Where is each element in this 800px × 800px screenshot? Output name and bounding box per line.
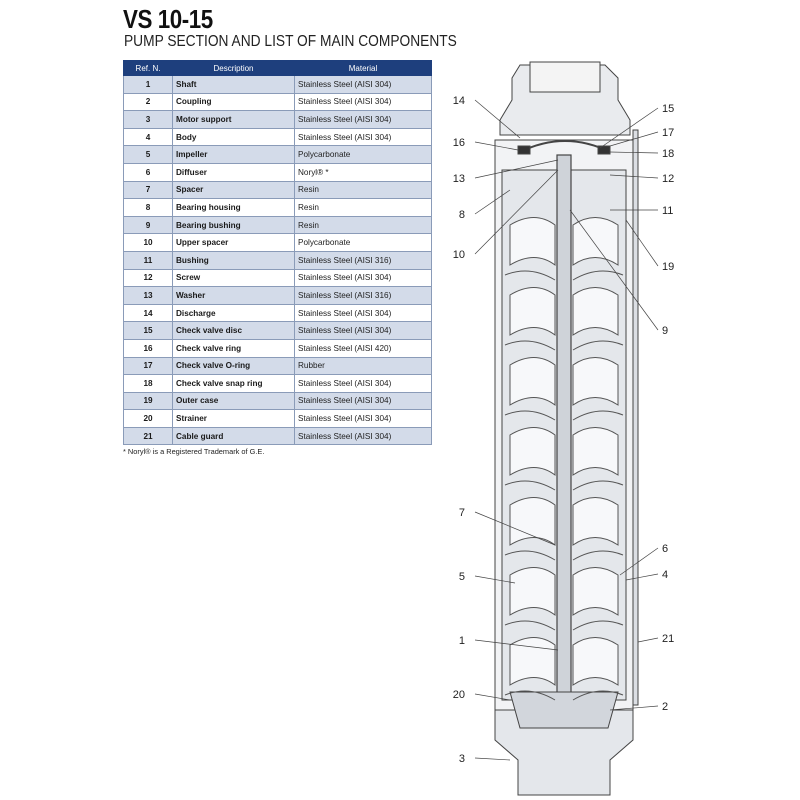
cell-material: Resin <box>295 199 432 217</box>
cell-material: Stainless Steel (AISI 316) <box>295 251 432 269</box>
header-description: Description <box>173 61 295 76</box>
footnote: * Noryl® is a Registered Trademark of G.E. <box>123 447 265 456</box>
table-row <box>124 392 432 410</box>
page-title: VS 10-15 <box>123 4 213 34</box>
callout-label: 1 <box>458 635 465 647</box>
table-row <box>124 163 432 181</box>
cell-description: Bearing bushing <box>173 216 295 234</box>
table-row <box>124 146 432 164</box>
cell-description: Check valve O-ring <box>173 357 295 375</box>
check-valve-ring-right <box>598 146 610 154</box>
pump-drawing <box>495 62 638 795</box>
cell-description: Discharge <box>173 304 295 322</box>
cell-description: Cable guard <box>173 427 295 445</box>
cell-material: Polycarbonate <box>295 146 432 164</box>
callout-label: 15 <box>662 103 675 115</box>
cell-description: Check valve disc <box>173 322 295 340</box>
cell-material: Stainless Steel (AISI 304) <box>295 304 432 322</box>
cell-ref: 20 <box>124 410 173 428</box>
discharge-thread <box>530 62 600 92</box>
table-row <box>124 181 432 199</box>
cell-ref: 21 <box>124 427 173 445</box>
cell-material: Stainless Steel (AISI 304) <box>295 128 432 146</box>
table-row <box>124 199 432 217</box>
table-row <box>124 375 432 393</box>
cell-description: Check valve snap ring <box>173 375 295 393</box>
callout-label: 14 <box>452 95 465 107</box>
cell-description: Bushing <box>173 251 295 269</box>
cell-ref: 19 <box>124 392 173 410</box>
cell-material: Stainless Steel (AISI 316) <box>295 287 432 305</box>
impeller-stage-right <box>573 428 618 476</box>
callout-label: 4 <box>662 569 669 581</box>
cell-ref: 5 <box>124 146 173 164</box>
callout-label: 11 <box>662 205 674 217</box>
table-row <box>124 304 432 322</box>
cell-description: Strainer <box>173 410 295 428</box>
cable-guard <box>633 130 638 705</box>
components-table <box>123 60 432 445</box>
cell-ref: 17 <box>124 357 173 375</box>
cell-material: Stainless Steel (AISI 304) <box>295 76 432 94</box>
check-valve-ring <box>518 146 530 154</box>
cell-ref: 10 <box>124 234 173 252</box>
cell-description: Outer case <box>173 392 295 410</box>
callout-label: 7 <box>458 507 465 519</box>
cell-description: Upper spacer <box>173 234 295 252</box>
impeller-stage-right <box>573 638 618 686</box>
cell-description: Shaft <box>173 76 295 94</box>
impeller-stage-left <box>510 638 555 686</box>
callout-label: 8 <box>458 209 465 221</box>
callout-label: 13 <box>452 173 465 185</box>
table-row <box>124 427 432 445</box>
callout-label: 20 <box>452 689 465 701</box>
table-header-row <box>124 61 432 76</box>
cell-material: Stainless Steel (AISI 304) <box>295 322 432 340</box>
cell-description: Washer <box>173 287 295 305</box>
table-row <box>124 287 432 305</box>
cell-material: Stainless Steel (AISI 304) <box>295 93 432 111</box>
impeller-stage-left <box>510 358 555 406</box>
callout-label: 16 <box>452 137 465 149</box>
callout-label: 12 <box>662 173 675 185</box>
cell-description: Bearing housing <box>173 199 295 217</box>
shaft <box>557 155 571 755</box>
table-row <box>124 111 432 129</box>
table-row <box>124 357 432 375</box>
callout-label: 19 <box>662 261 675 273</box>
cell-material: Resin <box>295 181 432 199</box>
impeller-stage-left <box>510 568 555 616</box>
impeller-stage-right <box>573 218 618 266</box>
cell-description: Spacer <box>173 181 295 199</box>
strainer <box>510 692 618 728</box>
impeller-stage-right <box>573 568 618 616</box>
cell-ref: 11 <box>124 251 173 269</box>
cell-ref: 14 <box>124 304 173 322</box>
callout-label: 10 <box>452 249 465 261</box>
cell-ref: 2 <box>124 93 173 111</box>
table-row <box>124 410 432 428</box>
cell-ref: 3 <box>124 111 173 129</box>
table-row <box>124 216 432 234</box>
cell-ref: 15 <box>124 322 173 340</box>
callout-label: 18 <box>662 148 675 160</box>
impeller-stage-right <box>573 358 618 406</box>
cell-material: Stainless Steel (AISI 304) <box>295 111 432 129</box>
cell-ref: 16 <box>124 339 173 357</box>
table-row <box>124 339 432 357</box>
cell-description: Check valve ring <box>173 339 295 357</box>
impeller-stage-right <box>573 288 618 336</box>
cell-ref: 9 <box>124 216 173 234</box>
table-row <box>124 322 432 340</box>
cell-material: Rubber <box>295 357 432 375</box>
table-row <box>124 128 432 146</box>
table-row <box>124 234 432 252</box>
cell-description: Diffuser <box>173 163 295 181</box>
table-row <box>124 269 432 287</box>
impeller-stage-left <box>510 428 555 476</box>
callout-label: 9 <box>662 325 669 337</box>
cell-ref: 18 <box>124 375 173 393</box>
table-row <box>124 251 432 269</box>
cell-description: Screw <box>173 269 295 287</box>
cell-description: Body <box>173 128 295 146</box>
table-body <box>124 76 432 445</box>
cell-material: Stainless Steel (AISI 304) <box>295 427 432 445</box>
callout-label: 5 <box>458 571 465 583</box>
cell-ref: 4 <box>124 128 173 146</box>
callout-label: 6 <box>662 543 669 555</box>
impeller-stage-left <box>510 218 555 266</box>
cell-ref: 8 <box>124 199 173 217</box>
cell-ref: 12 <box>124 269 173 287</box>
cell-ref: 13 <box>124 287 173 305</box>
cell-material: Stainless Steel (AISI 304) <box>295 269 432 287</box>
callout-label: 3 <box>458 753 465 765</box>
callout-label: 21 <box>662 633 675 645</box>
callout-leader <box>638 638 658 642</box>
callout-label: 2 <box>662 701 669 713</box>
cell-material: Stainless Steel (AISI 304) <box>295 375 432 393</box>
cell-ref: 1 <box>124 76 173 94</box>
impeller-stage-left <box>510 288 555 336</box>
cell-material: Noryl® * <box>295 163 432 181</box>
cell-material: Stainless Steel (AISI 304) <box>295 392 432 410</box>
cell-description: Motor support <box>173 111 295 129</box>
cell-description: Impeller <box>173 146 295 164</box>
cell-ref: 6 <box>124 163 173 181</box>
callout-label: 17 <box>662 127 675 139</box>
impeller-stage-right <box>573 498 618 546</box>
callout-leader <box>475 758 510 760</box>
table-row <box>124 93 432 111</box>
page-subtitle: PUMP SECTION AND LIST OF MAIN COMPONENTS <box>124 33 457 50</box>
cell-material: Stainless Steel (AISI 304) <box>295 410 432 428</box>
header-ref: Ref. N. <box>124 61 173 76</box>
cell-material: Resin <box>295 216 432 234</box>
cell-material: Stainless Steel (AISI 420) <box>295 339 432 357</box>
header-material: Material <box>295 61 432 76</box>
cell-material: Polycarbonate <box>295 234 432 252</box>
cell-ref: 7 <box>124 181 173 199</box>
impeller-stage-left <box>510 498 555 546</box>
cell-description: Coupling <box>173 93 295 111</box>
pump-section-diagram <box>440 60 680 800</box>
table-row <box>124 76 432 94</box>
